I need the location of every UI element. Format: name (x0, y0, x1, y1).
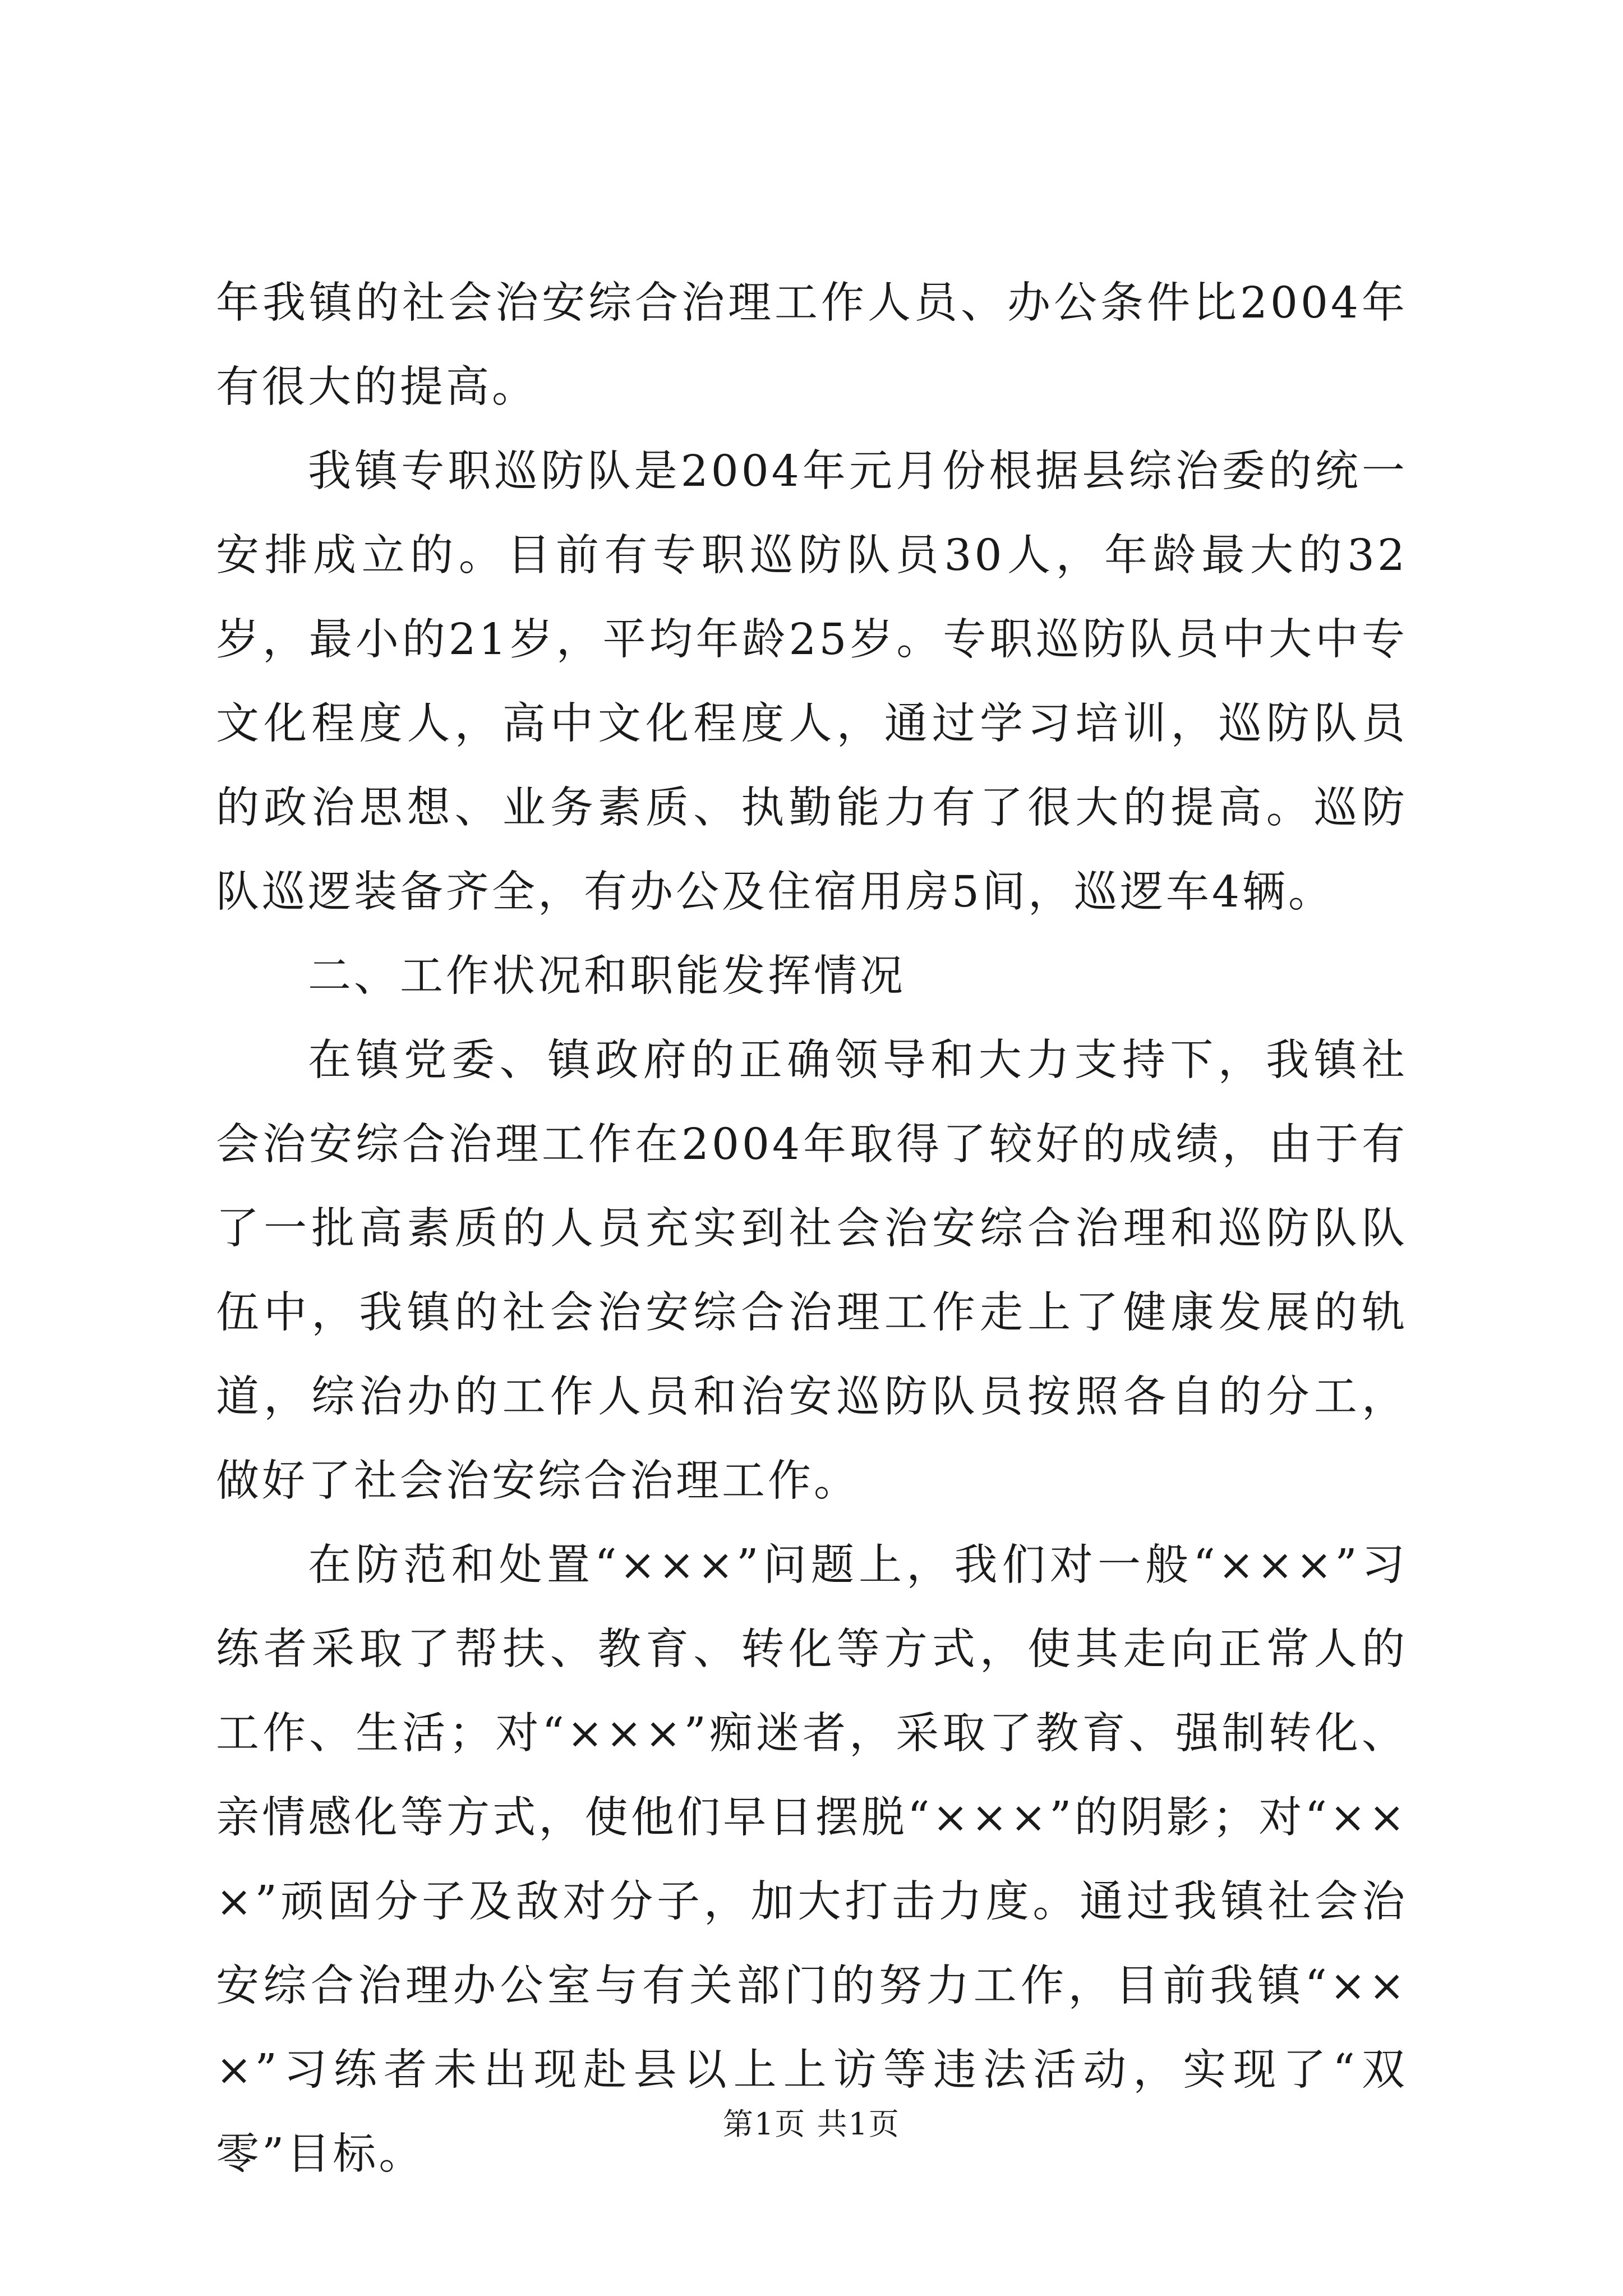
paragraph-work-results: 在镇党委、镇政府的正确领导和大力支持下，我镇社会治安综合治理工作在2004年取得了较好的成绩，由于有了一批高素质的人员充实到社会治安综合治理和巡防队队伍中，我镇的社会治安综合治理工作走上了健康发展的轨道，综治办的工作人员和治安巡防队员按照各自的分工，做好了社会治安综合治理工作。 (216, 1036, 1408, 1506)
page-number-footer: 第1页 共1页 (723, 2106, 900, 2142)
paragraph-prevention: 在防范和处置“×××”问题上，我们对一般“×××”习练者采取了帮扶、教育、转化等方式，使其走向正常人的工作、生活；对“×××”痴迷者，采取了教育、强制转化、亲情感化等方式，使他们早日摆脱“×××”的阴影；对“×××”顽固分子及敌对分子，加大打击力度。通过我镇社会治安综合治理办公室与有关部门的努力工作，目前我镇“×××”习练者未出现赴县以上上访等违法活动，实现了“双零”目标。 (216, 1540, 1408, 2179)
section-heading-work-status: 二、工作状况和职能发挥情况 (308, 951, 906, 1001)
paragraph-continuation: 年我镇的社会治安综合治理工作人员、办公条件比2004年有很大的提高。 (216, 278, 1408, 412)
paragraph-patrol-team: 我镇专职巡防队是2004年元月份根据县综治委的统一安排成立的。目前有专职巡防队员30人，年龄最大的32岁，最小的21岁，平均年龄25岁。专职巡防队员中大中专文化程度人，高中文化程度人，通过学习培训，巡防队员的政治思想、业务素质、执勤能力有了很大的提高。巡防队巡逻装备齐全，有办公及住宿用房5间，巡逻车4辆。 (216, 447, 1408, 917)
document-body (216, 261, 1408, 2197)
